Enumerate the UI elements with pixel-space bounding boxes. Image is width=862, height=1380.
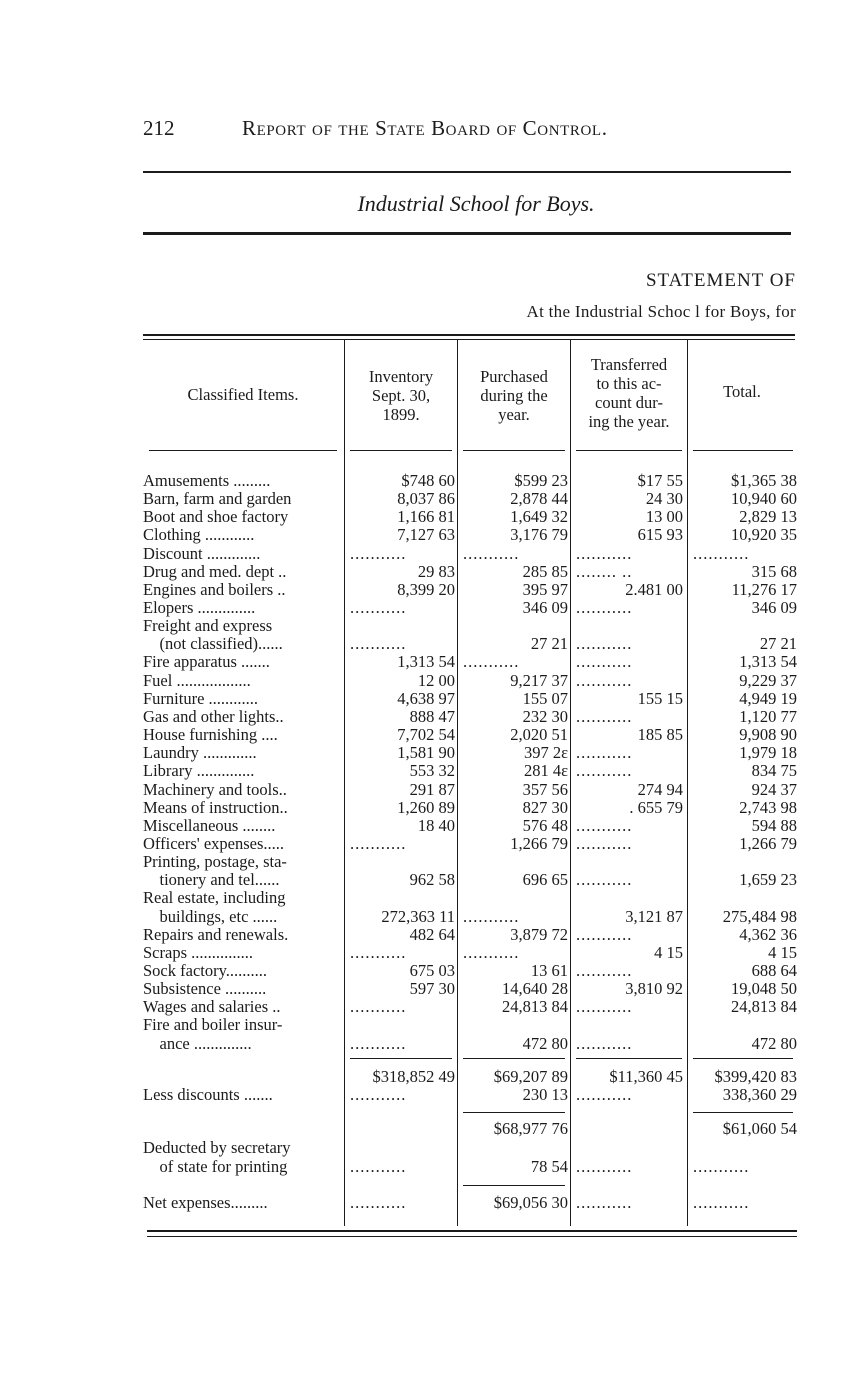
row-label: Net expenses......... [143,1194,268,1212]
cell-inventory: 272,363 11 [381,907,455,926]
header-underline [576,450,682,451]
row-label: Discount ............. [143,545,261,563]
totals-rule [463,1058,565,1059]
cell-transferred: ........... [576,1086,633,1104]
cell-transferred: ........... [576,817,633,835]
section-rule [143,232,791,235]
cell-total: 4,362 36 [739,925,797,944]
cell-purchased: $69,056 30 [493,1193,568,1212]
cell-purchased: 357 56 [522,780,568,799]
cell-inventory: 29 83 [417,562,455,581]
table-row [0,799,862,817]
table-row [0,835,862,853]
table-row [0,980,862,998]
row-label: Fuel .................. [143,672,251,690]
cell-inventory: 4,638 97 [397,689,455,708]
table-row [0,526,862,544]
cell-inventory: $748 60 [401,471,455,490]
cell-inventory: 1,313 54 [397,652,455,671]
table-row [0,490,862,508]
table-row [0,726,862,744]
totals-rule [693,1058,793,1059]
row-label: Furniture ............ [143,690,259,708]
row-label: Freight and express [143,617,273,635]
table-row [0,762,862,780]
cell-transferred: ........... [576,871,633,889]
cell-inventory: 7,702 54 [397,725,455,744]
cell-purchased: 78 54 [530,1157,568,1176]
cell-transferred: ........... [576,762,633,780]
cell-inventory: 8,037 86 [397,489,455,508]
cell-transferred: ........... [576,1194,633,1212]
cell-purchased: 3,176 79 [510,525,568,544]
row-label: tionery and tel...... [143,871,280,889]
header-purchased: Purchased during the year. [480,367,548,424]
net-rule [463,1185,565,1186]
cell-transferred: 13 00 [645,507,683,526]
cell-purchased: 576 48 [522,816,568,835]
cell-purchased: ........... [463,545,520,563]
cell-inventory: 675 03 [409,961,455,980]
cell-total: 275,484 98 [722,907,797,926]
cell-purchased: ........... [463,653,520,671]
cell-purchased: 230 13 [522,1085,568,1104]
cell-inventory: ........... [350,1158,407,1176]
cell-total: 24,813 84 [731,997,797,1016]
table-row [0,1016,862,1034]
cell-total: 10,920 35 [731,525,797,544]
cell-purchased: 9,217 37 [510,671,568,690]
cell-inventory: $318,852 49 [372,1067,455,1086]
cell-total: 688 64 [751,961,797,980]
cell-transferred: $11,360 45 [609,1067,683,1086]
cell-inventory: 1,166 81 [397,507,455,526]
cell-purchased: $69,207 89 [493,1067,568,1086]
cell-inventory: ........... [350,1086,407,1104]
row-label: Machinery and tools.. [143,781,287,799]
table-row [0,672,862,690]
cell-inventory: ........... [350,998,407,1016]
cell-inventory: 888 47 [409,707,455,726]
cell-transferred: 24 30 [645,489,683,508]
table-row [0,889,862,907]
net-expenses-row [0,1194,862,1212]
row-label: (not classified)...... [143,635,283,653]
cell-inventory: ........... [350,944,407,962]
cell-purchased: 346 09 [522,598,568,617]
cell-purchased: 281 4ε [523,761,568,780]
cell-total: 834 75 [751,761,797,780]
cell-transferred: ........... [576,708,633,726]
cell-purchased: 696 65 [522,870,568,889]
cell-total: 1,659 23 [739,870,797,889]
deducted-row [0,1139,862,1157]
cell-transferred: 274 94 [637,780,683,799]
cell-purchased: 232 30 [522,707,568,726]
cell-inventory: ........... [350,1035,407,1053]
cell-purchased: 827 30 [522,798,568,817]
header-underline [693,450,793,451]
cell-purchased: $68,977 76 [493,1119,568,1138]
row-label: Less discounts ....... [143,1086,273,1104]
cell-total: 10,940 60 [731,489,797,508]
cell-transferred: 185 85 [637,725,683,744]
cell-total: 2,829 13 [739,507,797,526]
subtotal-rule [693,1112,793,1113]
cell-total: 11,276 17 [731,580,797,599]
cell-transferred: 155 15 [637,689,683,708]
cell-purchased: ........... [463,908,520,926]
table-row [0,871,862,889]
header-transferred: Transferred to this ac- count dur- ing the year. [588,355,670,431]
totals-rule [350,1058,452,1059]
cell-transferred: ........... [576,744,633,762]
cell-purchased: 3,879 72 [510,925,568,944]
row-label: buildings, etc ...... [143,908,278,926]
table-row [0,472,862,490]
cell-total: 9,229 37 [739,671,797,690]
table-row [0,744,862,762]
table-row [0,617,862,635]
row-label: Gas and other lights.. [143,708,284,726]
cell-purchased: 1,266 79 [510,834,568,853]
table-row [0,944,862,962]
cell-inventory: 8,399 20 [397,580,455,599]
cell-purchased: 285 85 [522,562,568,581]
cell-transferred: ........... [576,998,633,1016]
cell-total: 472 80 [751,1034,797,1053]
row-label: ance .............. [143,1035,252,1053]
row-label: Real estate, including [143,889,286,907]
header-inventory: Inventory Sept. 30, 1899. [368,367,434,424]
row-label: House furnishing .... [143,726,278,744]
cell-purchased: $599 23 [514,471,568,490]
row-label: Fire and boiler insur- [143,1016,283,1034]
cell-total: $399,420 83 [714,1067,797,1086]
table-row [0,908,862,926]
cell-purchased: 472 80 [522,1034,568,1053]
table-row [0,581,862,599]
table-row [0,708,862,726]
cell-inventory: 1,581 90 [397,743,455,762]
cell-transferred: 2.481 00 [625,580,683,599]
row-label: Printing, postage, sta- [143,853,287,871]
cell-inventory: 597 30 [409,979,455,998]
cell-transferred: ........... [576,599,633,617]
cell-total: $61,060 54 [722,1119,797,1138]
cell-purchased: ........... [463,944,520,962]
cell-inventory: ........... [350,835,407,853]
row-label: Library .............. [143,762,255,780]
cell-total: 27 21 [759,634,797,653]
row-label: Fire apparatus ....... [143,653,270,671]
row-label: Means of instruction.. [143,799,288,817]
cell-purchased: 397 2ε [523,743,568,762]
table-row [0,1035,862,1053]
cell-transferred: ........... [576,926,633,944]
table-row [0,599,862,617]
cell-total: 4 15 [768,943,797,962]
section-title: Industrial School for Boys. [357,191,595,216]
cell-transferred: ........... [576,545,633,563]
cell-inventory: 7,127 63 [397,525,455,544]
cell-total: 1,979 18 [739,743,797,762]
statement-subheading: At the Industrial Schoc l for Boys, for [526,302,796,321]
row-label: Repairs and renewals. [143,926,289,944]
cell-transferred: . 655 79 [629,798,683,817]
cell-purchased: 2,020 51 [510,725,568,744]
cell-total: 4,949 19 [739,689,797,708]
table-row [0,653,862,671]
cell-purchased: 27 21 [530,634,568,653]
cell-purchased: 13 61 [530,961,568,980]
table-row [0,962,862,980]
row-label: Scraps ............... [143,944,253,962]
cell-inventory: 482 64 [409,925,455,944]
row-label: Officers' expenses..... [143,835,285,853]
cell-total: 9,908 90 [739,725,797,744]
cell-total: 1,313 54 [739,652,797,671]
cell-inventory: 18 40 [417,816,455,835]
cell-transferred: 3,121 87 [625,907,683,926]
subtotal-row [0,1120,862,1138]
table-row [0,926,862,944]
row-label: Amusements ......... [143,472,271,490]
cell-total: ........... [693,545,750,563]
cell-transferred: 3,810 92 [625,979,683,998]
table-row [0,545,862,563]
cell-total: 1,266 79 [739,834,797,853]
cell-inventory: 12 00 [417,671,455,690]
table-row [0,563,862,581]
header-classified-items: Classified Items. [187,385,299,404]
cell-inventory: ........... [350,635,407,653]
table-row [0,817,862,835]
cell-transferred: ........... [576,962,633,980]
table-row [0,781,862,799]
row-label: Laundry ............. [143,744,257,762]
table-top-rule-thin [143,339,795,340]
row-label: Engines and boilers .. [143,581,286,599]
cell-inventory: ........... [350,545,407,563]
cell-transferred: ........... [576,653,633,671]
cell-transferred: $17 55 [637,471,683,490]
row-label: Boot and shoe factory [143,508,289,526]
cell-transferred: ........... [576,635,633,653]
cell-inventory: ........... [350,1194,407,1212]
statement-heading: STATEMENT OF [645,270,796,291]
top-rule [143,171,791,173]
cell-purchased: 24,813 84 [502,997,568,1016]
row-label: Barn, farm and garden [143,490,292,508]
cell-total: 315 68 [751,562,797,581]
table-top-rule [143,334,795,336]
header-underline [463,450,565,451]
cell-transferred: 4 15 [654,943,683,962]
row-label: Sock factory.......... [143,962,268,980]
cell-total: 338,360 29 [722,1085,797,1104]
row-label: Subsistence .......... [143,980,267,998]
subtotal-rule [463,1112,565,1113]
table-row [0,853,862,871]
row-label: Elopers .............. [143,599,256,617]
cell-total: 2,743 98 [739,798,797,817]
cell-inventory: 291 87 [409,780,455,799]
cell-transferred: ........... [576,672,633,690]
row-label: Miscellaneous ........ [143,817,276,835]
cell-transferred: ........... [576,835,633,853]
cell-purchased: 155 07 [522,689,568,708]
page-number: 212 [143,116,175,140]
cell-transferred: 615 93 [637,525,683,544]
cell-inventory: ........... [350,599,407,617]
cell-total: $1,365 38 [731,471,797,490]
cell-inventory: 962 58 [409,870,455,889]
totals-rule [576,1058,682,1059]
deducted-row-cont [0,1158,862,1176]
cell-total: ........... [693,1158,750,1176]
cell-transferred: ........... [576,1158,633,1176]
less-discounts-row [0,1086,862,1104]
cell-inventory: 553 32 [409,761,455,780]
table-row [0,690,862,708]
cell-total: 594 88 [751,816,797,835]
cell-purchased: 395 97 [522,580,568,599]
totals-row [0,1068,862,1086]
row-label: of state for printing [143,1158,288,1176]
cell-total: 19,048 50 [731,979,797,998]
table-row [0,998,862,1016]
cell-purchased: 14,640 28 [502,979,568,998]
cell-transferred: ........ .. [576,563,633,581]
header-underline [149,450,337,451]
cell-total: ........... [693,1194,750,1212]
header-underline [350,450,452,451]
cell-transferred: ........... [576,1035,633,1053]
table-row [0,508,862,526]
cell-inventory: 1,260 89 [397,798,455,817]
row-label: Clothing ............ [143,526,255,544]
cell-total: 924 37 [751,780,797,799]
running-head: Report of the State Board of Control. [242,116,608,140]
row-label: Wages and salaries .. [143,998,281,1016]
table-row [0,635,862,653]
cell-total: 346 09 [751,598,797,617]
table-bottom-rule-thin [147,1236,797,1237]
row-label: Deducted by secretary [143,1139,291,1157]
cell-purchased: 1,649 32 [510,507,568,526]
cell-purchased: 2,878 44 [510,489,568,508]
header-total: Total. [723,382,761,401]
cell-total: 1,120 77 [739,707,797,726]
row-label: Drug and med. dept .. [143,563,287,581]
table-bottom-rule [147,1230,797,1232]
